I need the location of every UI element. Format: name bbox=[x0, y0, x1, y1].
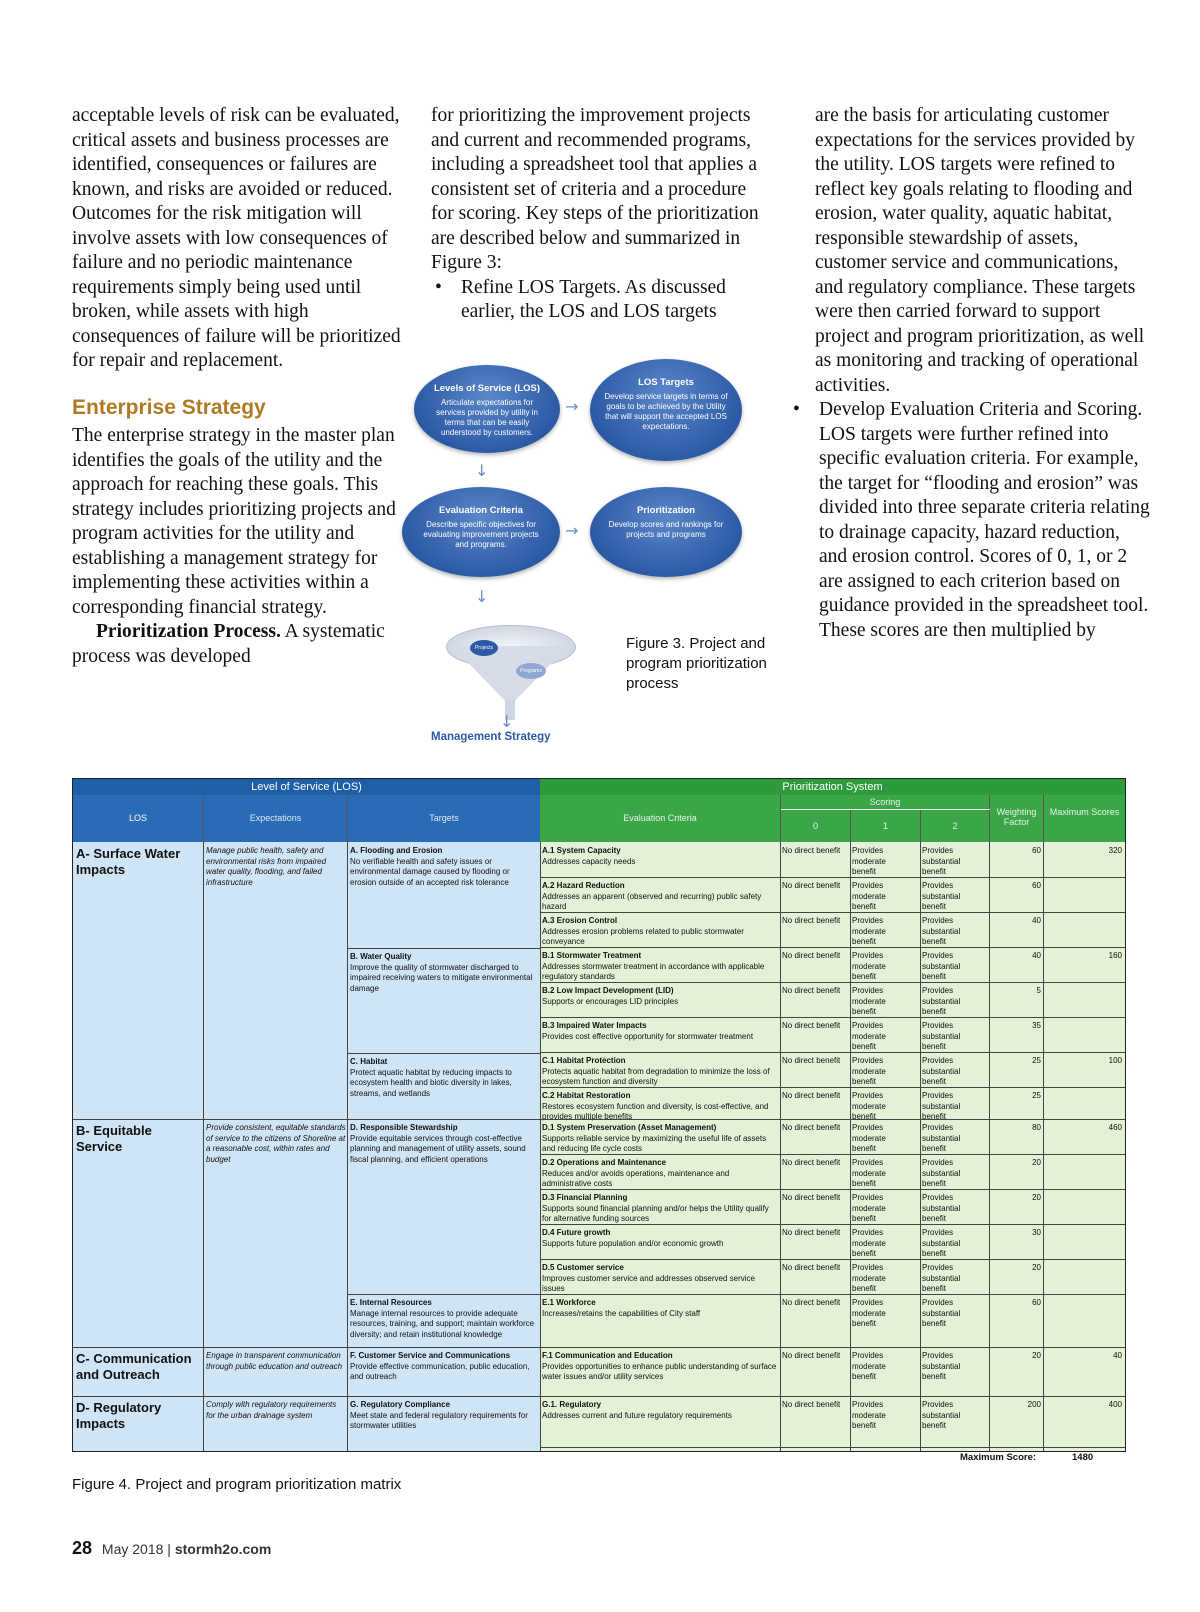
divider bbox=[540, 1347, 1125, 1348]
divider bbox=[347, 1347, 540, 1348]
max-score-cell: 400 bbox=[1108, 1400, 1122, 1409]
target-desc: Improve the quality of stormwater discharged to impaired receiving waters to mitigate environmental damage bbox=[350, 962, 533, 993]
col-header-weighting: Weighting Factor bbox=[990, 795, 1044, 842]
bullet-text: Refine LOS Targets. As discussed earlier, the LOS and LOS targets bbox=[461, 276, 726, 322]
arrow-down-icon: ↓ bbox=[500, 712, 514, 731]
col-header-score-1: 1 bbox=[851, 810, 921, 842]
target-cell bbox=[350, 1400, 538, 1432]
criteria-title: F.1 Communication and Education bbox=[542, 1351, 673, 1360]
score-0-cell: No direct benefit bbox=[782, 846, 841, 855]
node-title: Prioritization bbox=[636, 505, 696, 516]
divider bbox=[347, 1053, 540, 1054]
criteria-cell bbox=[542, 1091, 779, 1121]
score-1-cell: Provides moderate benefit bbox=[852, 986, 886, 1016]
score-2-cell: Provides substantial benefit bbox=[922, 1158, 961, 1188]
paragraph: The enterprise strategy in the master plan identifies the goals of the utility and the approach for reaching these goals. This strategy includes prioritizing projects and program activities for the utility and establishing a management strategy for implementing these activities within a corresponding financial strategy. bbox=[72, 425, 396, 618]
weighting-cell: 60 bbox=[1032, 846, 1041, 855]
target-title: A. Flooding and Erosion bbox=[350, 846, 443, 855]
bullet-item bbox=[431, 276, 771, 325]
score-0-cell: No direct benefit bbox=[782, 881, 841, 890]
criteria-cell bbox=[542, 846, 779, 879]
los-c-expectation: Engage in transparent communication through public education and outreach bbox=[206, 1351, 343, 1371]
col-header-score-2: 2 bbox=[921, 810, 990, 842]
weighting-cell: 60 bbox=[1032, 881, 1041, 890]
los-d-name: D- Regulatory Impacts bbox=[76, 1400, 162, 1431]
score-0-cell: No direct benefit bbox=[782, 1158, 841, 1167]
divider bbox=[347, 948, 540, 949]
divider bbox=[989, 842, 990, 1451]
divider bbox=[73, 1347, 347, 1348]
criteria-desc: Protects aquatic habitat from degradation to minimize the loss of ecosystem function and diversity bbox=[542, 1066, 770, 1086]
score-0-cell: No direct benefit bbox=[782, 986, 841, 995]
criteria-cell bbox=[542, 1351, 779, 1398]
score-2-cell: Provides substantial benefit bbox=[922, 1021, 961, 1051]
score-1-cell: Provides moderate benefit bbox=[852, 1021, 886, 1051]
criteria-title: G.1. Regulatory bbox=[542, 1400, 602, 1409]
score-2-cell: Provides substantial benefit bbox=[922, 951, 961, 981]
target-title: B. Water Quality bbox=[350, 952, 412, 961]
node-desc: Articulate expectations for services provided by utility in terms that can be easily understood by customers. bbox=[436, 398, 538, 437]
los-d-expectation: Comply with regulatory requirements for the urban drainage system bbox=[206, 1400, 337, 1420]
score-2-cell: Provides substantial benefit bbox=[922, 1228, 961, 1258]
figure-3-caption: Figure 3. Project and program prioritization process bbox=[626, 635, 767, 692]
criteria-title: A.1 System Capacity bbox=[542, 846, 621, 855]
score-1-cell: Provides moderate benefit bbox=[852, 916, 886, 946]
divider bbox=[540, 1154, 1125, 1155]
prioritization-header: Prioritization System bbox=[540, 779, 1125, 795]
criteria-desc: Reduces and/or avoids operations, maintenance and administrative costs bbox=[542, 1168, 730, 1188]
score-0-cell: No direct benefit bbox=[782, 1400, 841, 1409]
paragraph: are the basis for articulating customer expectations for the services provided by the utility. LOS targets were refined to reflect key goals relating to flooding and erosion, water quality, aquatic habitat, responsible stewardship of assets, customer service and communications, and regulatory compliance. These targets were then carried forward to support project and program prioritization, as well as monitoring and tracking of operational activities. bbox=[815, 105, 1145, 396]
criteria-cell bbox=[542, 1400, 779, 1449]
los-c-name: C- Communication and Outreach bbox=[76, 1351, 192, 1382]
criteria-cell bbox=[542, 916, 779, 949]
divider bbox=[540, 982, 1125, 983]
score-0-cell: No direct benefit bbox=[782, 1123, 841, 1132]
criteria-title: D.3 Financial Planning bbox=[542, 1193, 628, 1202]
score-0-cell: No direct benefit bbox=[782, 951, 841, 960]
weighting-cell: 80 bbox=[1032, 1123, 1041, 1132]
paragraph: for prioritizing the improvement projects and current and recommended programs, including a spreadsheet tool that applies a consistent set of criteria and a procedure for scoring. Key steps of the prioritization are described below and summarized in Figure 3: bbox=[431, 105, 759, 273]
criteria-desc: Provides cost effective opportunity for stormwater treatment bbox=[542, 1031, 754, 1041]
score-2-cell: Provides substantial benefit bbox=[922, 1056, 961, 1086]
bullet-text: Develop Evaluation Criteria and Scoring. LOS targets were further refined into specific evaluation criteria. For example, the target for “flooding and erosion” was divided into three separate criteria relating to drainage capacity, hazard reduction, and erosion control. Scores of 0, 1, or 2 are assigned to each criterion based on guidance provided in the spreadsheet tool. These scores are then multiplied by bbox=[819, 399, 1150, 641]
criteria-desc: Increases/retains the capabilities of City staff bbox=[542, 1308, 701, 1318]
col-header-expectations: Expectations bbox=[204, 795, 348, 842]
col-header-los: LOS bbox=[73, 795, 204, 842]
divider bbox=[73, 1119, 347, 1120]
target-desc: Provide effective communication, public education, and outreach bbox=[350, 1361, 530, 1381]
criteria-title: B.2 Low Impact Development (LID) bbox=[542, 986, 674, 995]
score-1-cell: Provides moderate benefit bbox=[852, 1123, 886, 1153]
criteria-desc: Supports future population and/or economic growth bbox=[542, 1238, 724, 1248]
bullet-item bbox=[789, 398, 1150, 643]
los-b-expectation: Provide consistent, equitable standards of service to the citizens of Shoreline at a reasonable cost, within rates and budget bbox=[206, 1123, 346, 1164]
text-column-3 bbox=[793, 104, 1150, 643]
col-header-targets: Targets bbox=[348, 795, 541, 842]
divider bbox=[540, 1396, 1125, 1397]
weighting-cell: 20 bbox=[1032, 1263, 1041, 1272]
divider bbox=[540, 912, 1125, 913]
score-2-cell: Provides substantial benefit bbox=[922, 1263, 961, 1293]
figure-4-caption: Figure 4. Project and program prioritization matrix bbox=[72, 1476, 402, 1493]
node-desc: Develop service targets in terms of goals to be achieved by the Utility that will support the accepted LOS expectations. bbox=[604, 392, 728, 431]
weighting-cell: 35 bbox=[1032, 1021, 1041, 1030]
criteria-desc: Addresses current and future regulatory requirements bbox=[542, 1410, 732, 1420]
score-1-cell: Provides moderate benefit bbox=[852, 1091, 886, 1121]
col-header-scoring: Scoring bbox=[781, 795, 990, 809]
divider bbox=[203, 842, 204, 1451]
los-targets-node bbox=[590, 359, 742, 461]
run-in-heading: Prioritization Process. bbox=[96, 621, 281, 642]
criteria-title: D.5 Customer service bbox=[542, 1263, 624, 1272]
issue-date: May 2018 | bbox=[101, 1541, 171, 1557]
text-column-2 bbox=[431, 104, 771, 325]
weighting-cell: 30 bbox=[1032, 1228, 1041, 1237]
score-0-cell: No direct benefit bbox=[782, 916, 841, 925]
node-desc: Describe specific objectives for evaluating improvement projects and programs. bbox=[423, 520, 539, 549]
target-cell bbox=[350, 846, 538, 888]
target-title: E. Internal Resources bbox=[350, 1298, 432, 1307]
paragraph bbox=[72, 620, 412, 669]
target-cell bbox=[350, 1351, 538, 1383]
divider bbox=[73, 1396, 347, 1397]
target-title: G. Regulatory Compliance bbox=[350, 1400, 451, 1409]
node-desc: Develop scores and rankings for projects and programs bbox=[608, 520, 724, 539]
weighting-cell: 20 bbox=[1032, 1158, 1041, 1167]
score-1-cell: Provides moderate benefit bbox=[852, 1193, 886, 1223]
target-desc: Provide equitable services through cost-effective planning and management of utility assets, sound fiscal planning, and efficient operations bbox=[350, 1133, 526, 1164]
weighting-cell: 5 bbox=[1036, 986, 1041, 995]
divider bbox=[347, 1119, 540, 1120]
node-title: Evaluation Criteria bbox=[439, 505, 523, 516]
target-cell bbox=[350, 1123, 538, 1165]
target-title: F. Customer Service and Communications bbox=[350, 1351, 511, 1360]
criteria-cell bbox=[542, 1298, 779, 1349]
weighting-cell: 40 bbox=[1032, 951, 1041, 960]
target-desc: No verifiable health and safety issues or environmental damage caused by flooding or erosion outside of an accepted risk tolerance bbox=[350, 856, 510, 887]
los-a-expectation: Manage public health, safety and environmental risks from impaired water quality, flooding, and failed infrastructure bbox=[206, 846, 327, 887]
criteria-title: D.2 Operations and Maintenance bbox=[542, 1158, 667, 1167]
divider bbox=[347, 1396, 540, 1397]
bullet-icon: • bbox=[435, 276, 442, 298]
score-0-cell: No direct benefit bbox=[782, 1056, 841, 1065]
divider bbox=[850, 842, 851, 1451]
criteria-desc: Addresses erosion problems related to public stormwater conveyance bbox=[542, 926, 744, 946]
target-desc: Protect aquatic habitat by reducing impacts to ecosystem health and biotic diversity in lakes, streams, and wetlands bbox=[350, 1067, 512, 1098]
funnel-programs-label: Programs bbox=[516, 663, 546, 679]
criteria-desc: Addresses capacity needs bbox=[542, 856, 636, 866]
score-0-cell: No direct benefit bbox=[782, 1263, 841, 1272]
node-title: LOS Targets bbox=[638, 377, 694, 388]
criteria-desc: Restores ecosystem function and diversity, is cost-effective, and provides multiple benefits bbox=[542, 1101, 769, 1121]
los-a-name: A- Surface Water Impacts bbox=[76, 846, 181, 877]
criteria-title: C.1 Habitat Protection bbox=[542, 1056, 626, 1065]
weighting-cell: 200 bbox=[1027, 1400, 1041, 1409]
site-name: stormh2o.com bbox=[174, 1541, 272, 1557]
col-header-score-0: 0 bbox=[781, 810, 851, 842]
criteria-title: D.1 System Preservation (Asset Management) bbox=[542, 1123, 717, 1132]
max-score-label: Maximum Score: bbox=[960, 1452, 1037, 1463]
target-cell bbox=[350, 1057, 538, 1099]
score-0-cell: No direct benefit bbox=[782, 1351, 841, 1360]
weighting-cell: 60 bbox=[1032, 1298, 1041, 1307]
target-cell bbox=[350, 1298, 538, 1346]
criteria-title: A.3 Erosion Control bbox=[542, 916, 618, 925]
divider bbox=[540, 1087, 1125, 1088]
score-2-cell: Provides substantial benefit bbox=[922, 986, 961, 1016]
divider bbox=[1043, 842, 1044, 1451]
criteria-cell bbox=[542, 1263, 779, 1296]
divider bbox=[347, 1294, 540, 1295]
criteria-desc: Provides opportunities to enhance public understanding of surface water issues and/or utility services bbox=[542, 1361, 777, 1381]
max-score-cell: 40 bbox=[1113, 1351, 1122, 1360]
los-header: Level of Service (LOS) bbox=[73, 779, 540, 795]
divider bbox=[540, 1017, 1125, 1018]
score-2-cell: Provides substantial benefit bbox=[922, 1400, 961, 1430]
score-2-cell: Provides substantial benefit bbox=[922, 881, 961, 911]
weighting-cell: 40 bbox=[1032, 916, 1041, 925]
page-footer bbox=[72, 1538, 271, 1559]
divider bbox=[347, 842, 348, 1451]
score-1-cell: Provides moderate benefit bbox=[852, 1298, 886, 1328]
criteria-cell bbox=[542, 986, 779, 1019]
max-score-value: 1480 bbox=[1072, 1452, 1094, 1463]
score-0-cell: No direct benefit bbox=[782, 1193, 841, 1202]
criteria-title: C.2 Habitat Restoration bbox=[542, 1091, 631, 1100]
score-0-cell: No direct benefit bbox=[782, 1091, 841, 1100]
paragraph: acceptable levels of risk can be evaluated, critical assets and business processes are identified, consequences or failures are known, and risks are avoided or reduced. Outcomes for the risk mitigation will involve assets with low consequences of failure and no periodic maintenance requirements simply being used until broken, while assets with high consequences of failure will be prioritized for repair and replacement. bbox=[72, 105, 401, 371]
management-strategy-label: Management Strategy bbox=[431, 731, 551, 743]
score-1-cell: Provides moderate benefit bbox=[852, 881, 886, 911]
max-score-cell: 160 bbox=[1108, 951, 1122, 960]
weighting-cell: 25 bbox=[1032, 1091, 1041, 1100]
text-column-1 bbox=[72, 104, 412, 669]
criteria-cell bbox=[542, 1056, 779, 1089]
score-1-cell: Provides moderate benefit bbox=[852, 1158, 886, 1188]
arrow-right-icon: → bbox=[565, 397, 579, 416]
target-title: C. Habitat bbox=[350, 1057, 388, 1066]
divider bbox=[540, 1052, 1125, 1053]
node-title: Levels of Service (LOS) bbox=[433, 383, 541, 394]
los-node bbox=[414, 365, 560, 453]
page-number: 28 bbox=[72, 1538, 93, 1558]
target-desc: Meet state and federal regulatory requirements for stormwater utilities bbox=[350, 1410, 528, 1430]
arrow-right-icon: → bbox=[565, 521, 579, 540]
divider bbox=[540, 947, 1125, 948]
max-score-cell: 320 bbox=[1108, 846, 1122, 855]
score-1-cell: Provides moderate benefit bbox=[852, 1228, 886, 1258]
score-1-cell: Provides moderate benefit bbox=[852, 846, 886, 876]
criteria-cell bbox=[542, 1123, 779, 1156]
divider bbox=[780, 842, 781, 1451]
score-1-cell: Provides moderate benefit bbox=[852, 1351, 886, 1381]
criteria-desc: Addresses stormwater treatment in accordance with applicable regulatory standards bbox=[542, 961, 765, 981]
score-2-cell: Provides substantial benefit bbox=[922, 1193, 961, 1223]
section-heading: Enterprise Strategy bbox=[72, 395, 266, 419]
criteria-title: E.1 Workforce bbox=[542, 1298, 596, 1307]
score-1-cell: Provides moderate benefit bbox=[852, 1056, 886, 1086]
score-1-cell: Provides moderate benefit bbox=[852, 951, 886, 981]
weighting-cell: 20 bbox=[1032, 1351, 1041, 1360]
max-score-cell: 460 bbox=[1108, 1123, 1122, 1132]
criteria-title: D.4 Future growth bbox=[542, 1228, 611, 1237]
max-score-cell: 100 bbox=[1108, 1056, 1122, 1065]
criteria-title: B.3 Impaired Water Impacts bbox=[542, 1021, 647, 1030]
divider bbox=[540, 1224, 1125, 1225]
score-0-cell: No direct benefit bbox=[782, 1298, 841, 1307]
divider bbox=[540, 842, 541, 1451]
paragraph-text: A systematic process was developed bbox=[72, 621, 385, 667]
divider bbox=[920, 842, 921, 1451]
criteria-cell bbox=[542, 1021, 779, 1054]
score-2-cell: Provides substantial benefit bbox=[922, 916, 961, 946]
target-cell bbox=[350, 952, 538, 994]
divider bbox=[540, 1294, 1125, 1295]
criteria-cell bbox=[542, 1158, 779, 1191]
target-desc: Manage internal resources to provide adequate resources, training, and support; maintain workforce diversity; and retain institutional knowledge bbox=[350, 1308, 535, 1339]
bullet-icon: • bbox=[793, 399, 800, 420]
col-header-evaluation: Evaluation Criteria bbox=[540, 795, 781, 842]
figure-4-matrix bbox=[72, 778, 1126, 1452]
prioritization-node bbox=[590, 487, 742, 577]
criteria-title: B.1 Stormwater Treatment bbox=[542, 951, 642, 960]
score-2-cell: Provides substantial benefit bbox=[922, 1351, 961, 1381]
criteria-desc: Supports sound financial planning and/or helps the Utility qualify for alternative funding sources bbox=[542, 1203, 769, 1223]
score-1-cell: Provides moderate benefit bbox=[852, 1400, 886, 1430]
divider bbox=[540, 1259, 1125, 1260]
criteria-cell bbox=[542, 951, 779, 984]
criteria-cell bbox=[542, 1193, 779, 1226]
divider bbox=[540, 1119, 1125, 1120]
score-2-cell: Provides substantial benefit bbox=[922, 846, 961, 876]
los-b-name: B- Equitable Service bbox=[76, 1123, 152, 1154]
divider bbox=[540, 1189, 1125, 1190]
score-2-cell: Provides substantial benefit bbox=[922, 1298, 961, 1328]
arrow-down-icon: ↓ bbox=[475, 587, 489, 606]
divider bbox=[540, 1447, 1125, 1448]
score-1-cell: Provides moderate benefit bbox=[852, 1263, 886, 1293]
weighting-cell: 20 bbox=[1032, 1193, 1041, 1202]
score-0-cell: No direct benefit bbox=[782, 1228, 841, 1237]
criteria-desc: Addresses an apparent (observed and recurring) public safety hazard bbox=[542, 891, 762, 911]
criteria-desc: Supports or encourages LID principles bbox=[542, 996, 679, 1006]
funnel-projects-label: Projects bbox=[470, 640, 498, 656]
criteria-cell bbox=[542, 1228, 779, 1261]
divider bbox=[540, 877, 1125, 878]
arrow-down-icon: ↓ bbox=[475, 461, 489, 480]
score-2-cell: Provides substantial benefit bbox=[922, 1091, 961, 1121]
score-2-cell: Provides substantial benefit bbox=[922, 1123, 961, 1153]
score-0-cell: No direct benefit bbox=[782, 1021, 841, 1030]
funnel-body bbox=[452, 646, 568, 706]
criteria-cell bbox=[542, 881, 779, 914]
evaluation-criteria-node bbox=[402, 487, 560, 577]
col-header-maximum: Maximum Scores bbox=[1044, 795, 1125, 842]
weighting-cell: 25 bbox=[1032, 1056, 1041, 1065]
criteria-desc: Improves customer service and addresses observed service issues bbox=[542, 1273, 755, 1293]
criteria-title: A.2 Hazard Reduction bbox=[542, 881, 625, 890]
criteria-desc: Supports reliable service by maximizing the useful life of assets and reducing life cycle costs bbox=[542, 1133, 767, 1153]
target-title: D. Responsible Stewardship bbox=[350, 1123, 458, 1132]
max-score-row bbox=[72, 1452, 1124, 1468]
